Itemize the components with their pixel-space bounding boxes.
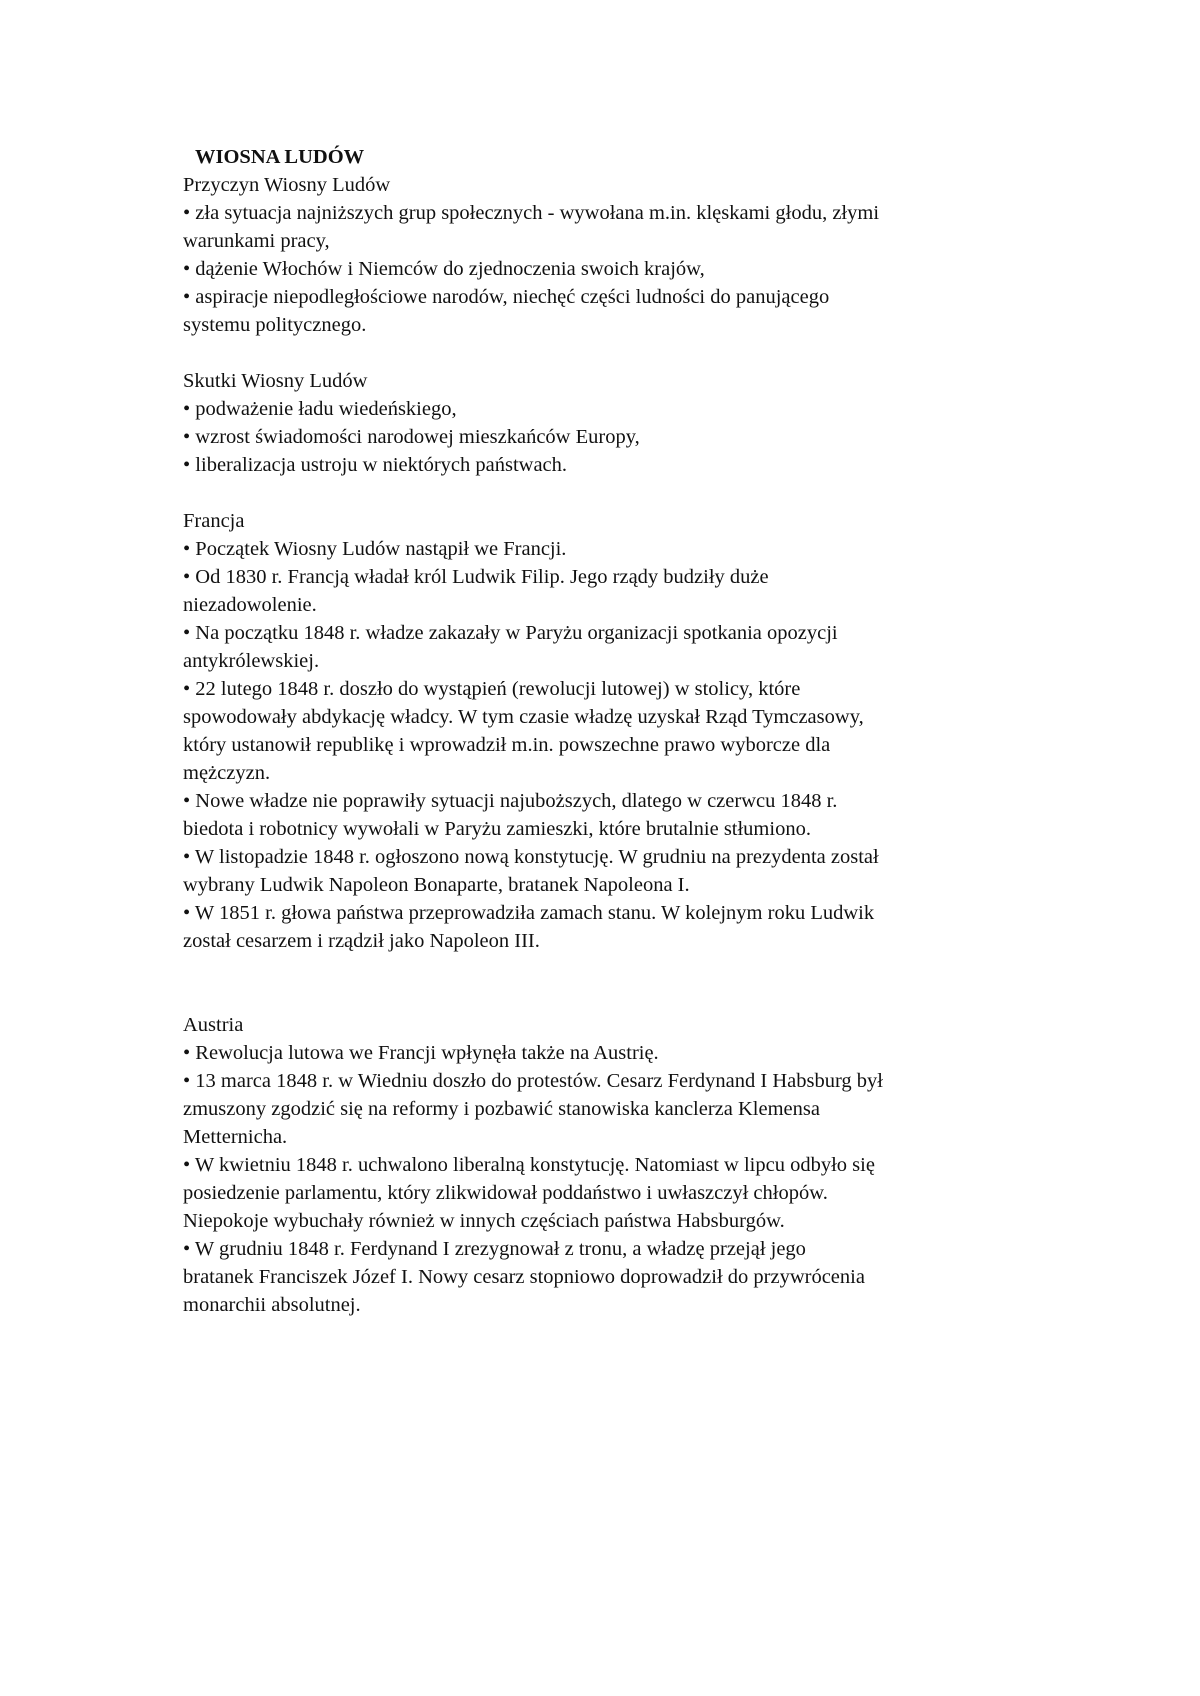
text-line: • podważenie ładu wiedeńskiego,	[183, 398, 457, 420]
section-heading-austria: Austria	[183, 1014, 244, 1036]
text-line: wybrany Ludwik Napoleon Bonaparte, bratanek Napoleona I.	[183, 874, 690, 896]
text-line: • wzrost świadomości narodowej mieszkańców Europy,	[183, 426, 640, 448]
spacer	[183, 955, 1083, 1011]
text-line: Metternicha.	[183, 1126, 288, 1148]
text-line: który ustanowił republikę i wprowadził m.in. powszechne prawo wyborcze dla	[183, 734, 831, 756]
text-line: niezadowolenie.	[183, 594, 317, 616]
text-line: systemu politycznego.	[183, 314, 367, 336]
spacer	[183, 479, 1083, 507]
section-austria	[183, 1011, 1083, 1319]
text-line: • Rewolucja lutowa we Francji wpłynęła także na Austrię.	[183, 1042, 659, 1064]
text-line: zmuszony zgodzić się na reformy i pozbawić stanowiska kanclerza Klemensa	[183, 1098, 820, 1120]
text-line: Niepokoje wybuchały również w innych częściach państwa Habsburgów.	[183, 1210, 785, 1232]
text-line: • Początek Wiosny Ludów nastąpił we Francji.	[183, 538, 567, 560]
text-line: • 13 marca 1848 r. w Wiedniu doszło do protestów. Cesarz Ferdynand I Habsburg był	[183, 1070, 883, 1092]
text-line: • 22 lutego 1848 r. doszło do wystąpień (rewolucji lutowej) w stolicy, które	[183, 678, 801, 700]
section-heading-effects: Skutki Wiosny Ludów	[183, 370, 368, 392]
text-line: • W listopadzie 1848 r. ogłoszono nową konstytucję. W grudniu na prezydenta został	[183, 846, 879, 868]
section-heading-causes: Przyczyn Wiosny Ludów	[183, 174, 391, 196]
text-line: • aspiracje niepodległościowe narodów, niechęć części ludności do panującego	[183, 286, 830, 308]
text-line: bratanek Franciszek Józef I. Nowy cesarz stopniowo doprowadził do przywrócenia	[183, 1266, 865, 1288]
document-title: WIOSNA LUDÓW	[195, 146, 365, 168]
text-line: • W kwietniu 1848 r. uchwalono liberalną konstytucję. Natomiast w lipcu odbyło się	[183, 1154, 875, 1176]
text-line: posiedzenie parlamentu, który zlikwidował poddaństwo i uwłaszczył chłopów.	[183, 1182, 828, 1204]
text-line: • W grudniu 1848 r. Ferdynand I zrezygnował z tronu, a władzę przejął jego	[183, 1238, 806, 1260]
text-line: został cesarzem i rządził jako Napoleon III.	[183, 930, 540, 952]
text-line: antykrólewskiej.	[183, 650, 320, 672]
text-line: biedota i robotnicy wywołali w Paryżu zamieszki, które brutalnie stłumiono.	[183, 818, 811, 840]
section-causes	[183, 171, 1083, 339]
text-line: • Od 1830 r. Francją władał król Ludwik Filip. Jego rządy budziły duże	[183, 566, 769, 588]
text-line: warunkami pracy,	[183, 230, 330, 252]
text-line: monarchii absolutnej.	[183, 1294, 361, 1316]
document-page	[183, 143, 1083, 1319]
spacer	[183, 339, 1083, 367]
text-line: • Na początku 1848 r. władze zakazały w Paryżu organizacji spotkania opozycji	[183, 622, 838, 644]
text-line: mężczyzn.	[183, 762, 271, 784]
text-line: • liberalizacja ustroju w niektórych państwach.	[183, 454, 568, 476]
text-line: • W 1851 r. głowa państwa przeprowadziła zamach stanu. W kolejnym roku Ludwik	[183, 902, 875, 924]
text-line: • zła sytuacja najniższych grup społecznych - wywołana m.in. klęskami głodu, złymi	[183, 202, 880, 224]
section-heading-france: Francja	[183, 510, 245, 532]
text-line: spowodowały abdykację władcy. W tym czasie władzę uzyskał Rząd Tymczasowy,	[183, 706, 864, 728]
section-france	[183, 507, 1083, 955]
text-line: • dążenie Włochów i Niemców do zjednoczenia swoich krajów,	[183, 258, 705, 280]
section-effects	[183, 367, 1083, 479]
text-line: • Nowe władze nie poprawiły sytuacji najuboższych, dlatego w czerwcu 1848 r.	[183, 790, 838, 812]
